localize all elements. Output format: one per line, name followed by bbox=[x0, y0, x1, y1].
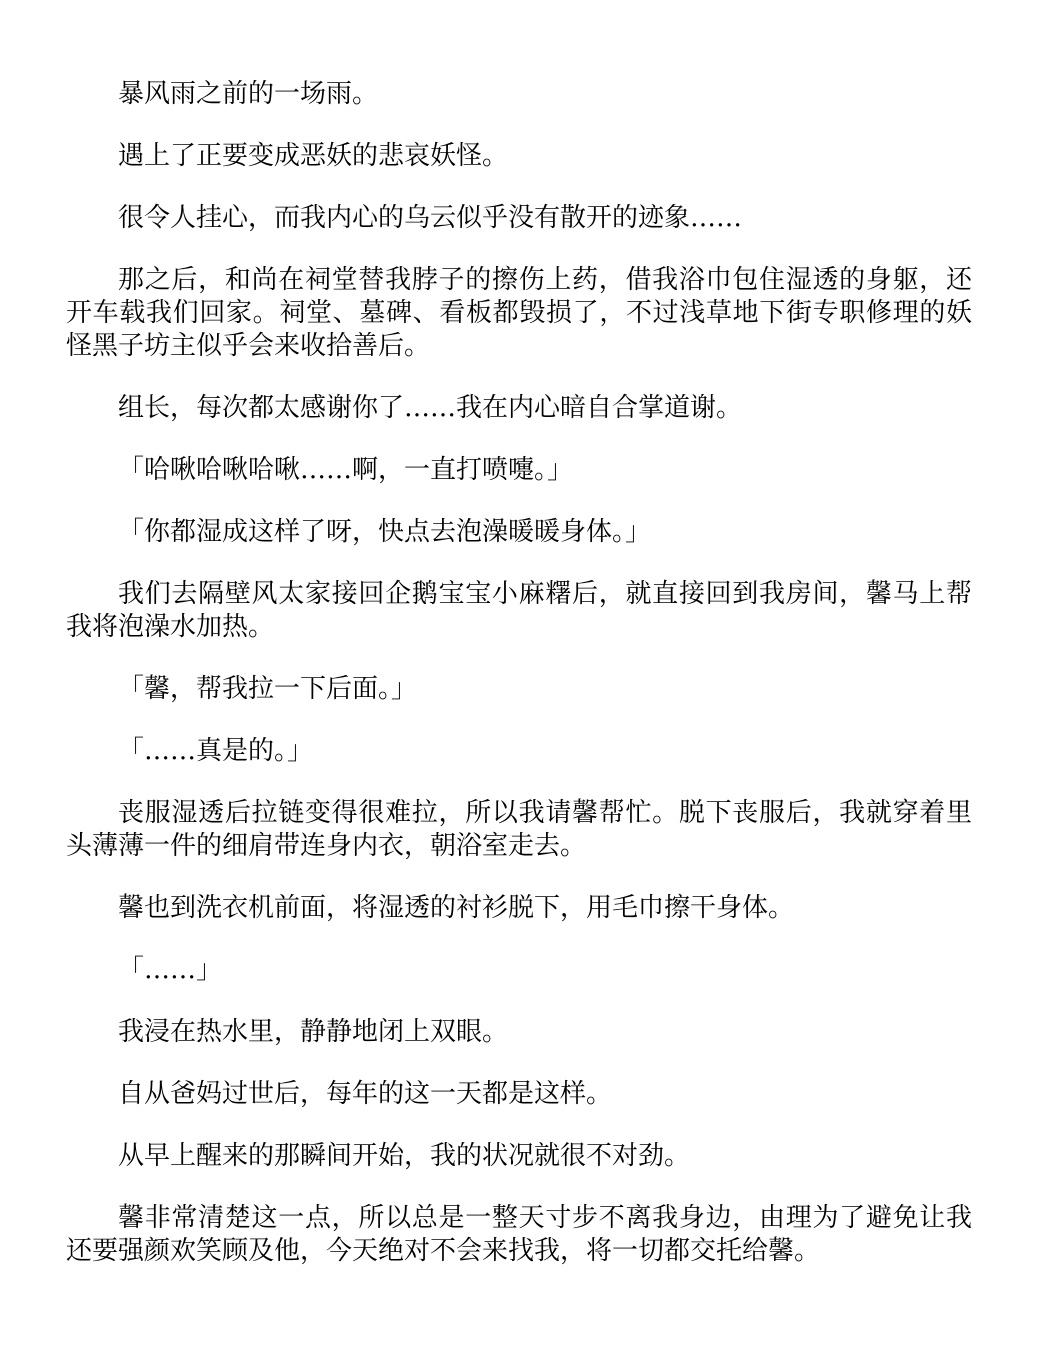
paragraph-7: 「你都湿成这样了呀，快点去泡澡暖暖身体。」 bbox=[118, 517, 652, 547]
paragraph-10: 「……真是的。」 bbox=[118, 736, 314, 766]
paragraph-13: 「……」 bbox=[118, 955, 223, 985]
paragraph-17: 馨非常清楚这一点，所以总是一整天寸步不离我身边，由理为了避免让我还要强颜欢笑顾及他，今天绝对不会来找我，将一切都交托给馨。 bbox=[66, 1203, 972, 1266]
paragraph-12: 馨也到洗衣机前面，将湿透的衬衫脱下，用毛巾擦干身体。 bbox=[118, 893, 795, 923]
paragraph-4: 那之后，和尚在祠堂替我脖子的擦伤上药，借我浴巾包住湿透的身躯，还开车载我们回家。祠堂、墓碑、看板都毁损了，不过浅草地下街专职修理的妖怪黑子坊主似乎会来收拾善后。 bbox=[66, 265, 972, 361]
paragraph-3: 很令人挂心，而我内心的乌云似乎没有散开的迹象…… bbox=[118, 203, 743, 233]
paragraph-14: 我浸在热水里，静静地闭上双眼。 bbox=[118, 1017, 509, 1047]
paragraph-5: 组长，每次都太感谢你了……我在内心暗自合掌道谢。 bbox=[118, 393, 743, 423]
paragraph-16: 从早上醒来的那瞬间开始，我的状况就很不对劲。 bbox=[118, 1141, 691, 1171]
paragraph-2: 遇上了正要变成恶妖的悲哀妖怪。 bbox=[118, 141, 509, 171]
paragraph-1: 暴风雨之前的一场雨。 bbox=[118, 79, 379, 109]
paragraph-8: 我们去隔壁风太家接回企鹅宝宝小麻糬后，就直接回到我房间，馨马上帮我将泡澡水加热。 bbox=[66, 579, 972, 642]
paragraph-11: 丧服湿透后拉链变得很难拉，所以我请馨帮忙。脱下丧服后，我就穿着里头薄薄一件的细肩带连身内衣，朝浴室走去。 bbox=[66, 798, 972, 861]
paragraph-9: 「馨，帮我拉一下后面。」 bbox=[118, 674, 418, 704]
paragraph-6: 「哈啾哈啾哈啾……啊，一直打喷嚏。」 bbox=[118, 455, 574, 485]
paragraph-15: 自从爸妈过世后，每年的这一天都是这样。 bbox=[118, 1079, 613, 1109]
document-page bbox=[66, 78, 972, 1297]
